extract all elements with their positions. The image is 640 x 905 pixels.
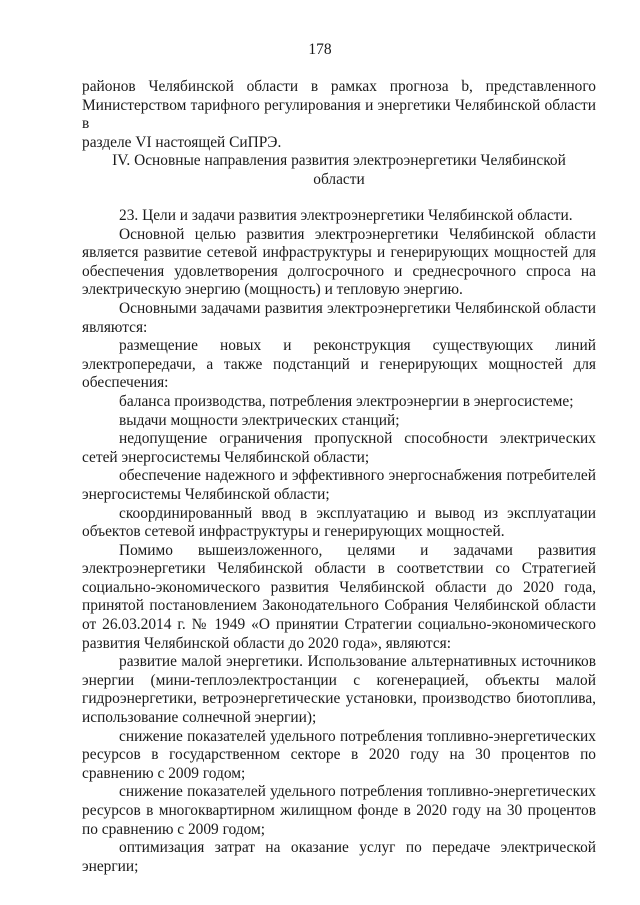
paragraph-tasks-intro: Основными задачами развития электроэнергетики Челябинской области являются: (82, 299, 596, 336)
paragraph-reliable-supply: обеспечение надежного и эффективного энергоснабжения потребителей энергосистемы Челябинской области; (82, 467, 596, 503)
body-text (82, 207, 596, 876)
paragraph-public-sector-reduction: снижение показателей удельного потребления топливно-энергетических ресурсов в государственном секторе в 2020 году на 30 процентов по сравнению с 2009 годом; (82, 727, 596, 782)
paragraph-cost-optimization: оптимизация затрат на оказание услуг по передаче электрической энергии; (82, 839, 596, 875)
paragraph-no-limitation: недопущение ограничения пропускной способности электрических сетей энергосистемы Челябинской области; (82, 430, 596, 466)
paragraph-balance: баланса производства, потребления электроэнергии в энергосистеме; (119, 392, 574, 410)
paragraph-housing-reduction: снижение показателей удельного потребления топливно-энергетических ресурсов в многоквартирном жилищном фонде в 2020 году на 30 процентов по сравнению с 2009 годом; (82, 783, 596, 838)
section-heading-line-2: области (313, 170, 365, 188)
paragraph-small-energy: развитие малой энергетики. Использование альтернативных источников энергии (мини-теплоэлектростанции с когенерацией, объекты малой гидроэнергетики, ветроэнергетические установки, производство биотоплива, использование солнечной энергии); (82, 653, 596, 727)
intro-line-2: Министерством тарифного регулирования и энергетики Челябинской области в (82, 96, 596, 133)
intro-line-3: разделе VI настоящей СиПРЭ. (82, 133, 282, 151)
section-heading (82, 152, 596, 189)
paragraph-strategy-goals: Помимо вышеизложенного, целями и задачами развития электроэнергетики Челябинской области в соответствии со Стратегией социально-экономического развития Челябинской области до 2020 года, принятой постановлением Законодательного Собрания Челябинской области от 26.03.2014 г. № 1949 «О принятии Стратегии социально-экономического развития Челябинской области до 2020 года», являются: (82, 541, 596, 652)
paragraph-placement: размещение новых и реконструкция существующих линий электропередачи, а также подстанций и генерирующих мощностей для обеспечения: (82, 337, 596, 392)
paragraph-main-goal: Основной целью развития электроэнергетики Челябинской области является развитие сетевой инфраструктуры и генерирующих мощностей для обеспечения удовлетворения долгосрочного и среднесрочного спроса на электрическую энергию (мощность) и тепловую энергию. (82, 225, 596, 299)
section-heading-line-1: IV. Основные направления развития электроэнергетики Челябинской (112, 152, 566, 169)
paragraph-coordinated-commissioning: скоординированный ввод в эксплуатацию и вывод из эксплуатации объектов сетевой инфраструктуры и генерирующих мощностей. (82, 504, 596, 541)
page-number: 178 (308, 41, 332, 58)
intro-line-1: районов Челябинской области в рамках прогноза b, представленного (82, 78, 596, 95)
paragraph-section-23-title: 23. Цели и задачи развития электроэнергетики Челябинской области. (119, 207, 573, 224)
paragraph-power-output: выдачи мощности электрических станций; (119, 411, 400, 429)
intro-paragraph (82, 78, 596, 152)
